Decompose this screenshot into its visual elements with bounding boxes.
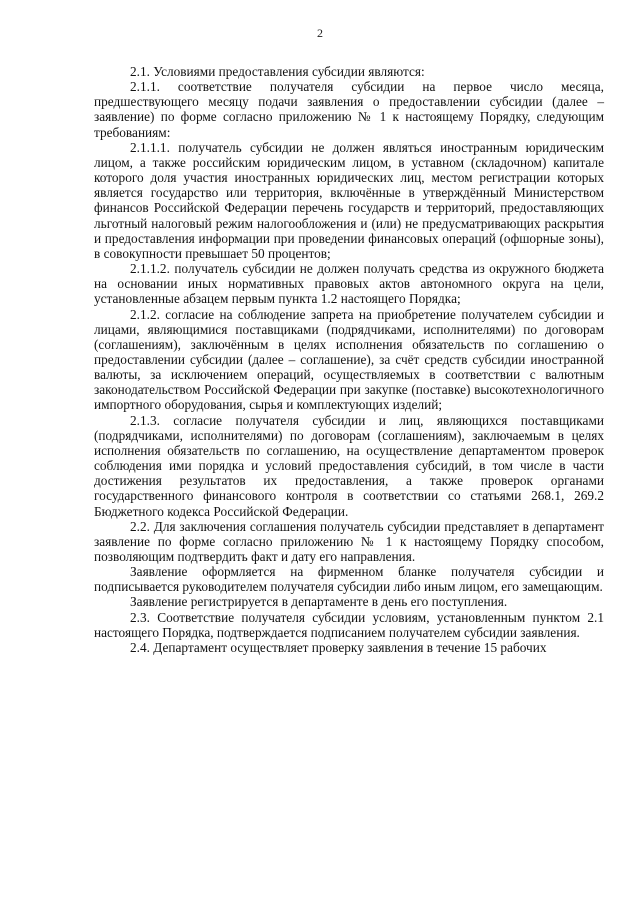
paragraph-2-3: 2.3. Соответствие получателя субсидии условиям, установленным пунктом 2.1 настоящего Порядка, подтверждается подписанием получателем субсидии заявления. (94, 609, 604, 640)
page-number: 2 (317, 26, 323, 40)
paragraph-2-1-1: 2.1.1. соответствие получателя субсидии на первое число месяца, предшествующего месяцу подачи заявления о предоставлении субсидии (далее – заявление) по форме согласно приложению № 1 к настоящему Порядку, следующим требованиям: (94, 79, 604, 140)
paragraph-2-1-3: 2.1.3. согласие получателя субсидии и лиц, являющихся поставщиками (подрядчиками, исполнителями) по договорам (соглашениям), заключаемым в целях исполнения обязательств по соглашению, на осуществление департаментом проверок соблюдения ими порядка и условий предоставления субсидий, в том числе в части достижения результатов их предоставления, а также проверок органами государственного финансового контроля в соответствии со статьями 268.1, 269.2 Бюджетного кодекса Российской Федерации. (94, 412, 604, 519)
document-body (94, 64, 604, 655)
paragraph-2-2: 2.2. Для заключения соглашения получатель субсидии представляет в департамент заявление по форме согласно приложению № 1 к настоящему Порядку способом, позволяющим подтвердить факт и дату его направления. (94, 518, 604, 564)
paragraph-application-registration: Заявление регистрируется в департаменте в день его поступления. (130, 594, 508, 610)
paragraph-2-1: 2.1. Условиями предоставления субсидии являются: (130, 64, 425, 79)
paragraph-2-1-1-1: 2.1.1.1. получатель субсидии не должен являться иностранным юридическим лицом, а также российским юридическим лицом, в уставном (складочном) капитале которого доля участия иностранных юридических лиц, местом регистрации которых является государство или территория, включённые в утверждённый Министерством финансов Российской Федерации перечень государств и территорий, предоставляющих льготный налоговый режим налогообложения и (или) не предусматривающих раскрытия и предоставления информации при проведении финансовых операций (офшорные зоны), в совокупности превышает 50 процентов; (94, 139, 604, 261)
paragraph-application-form: Заявление оформляется на фирменном бланке получателя субсидии и подписывается руководителем получателя субсидии либо иным лицом, его замещающим. (94, 564, 604, 595)
paragraph-2-1-1-2: 2.1.1.2. получатель субсидии не должен получать средства из окружного бюджета на основании иных нормативных правовых актов автономного округа на цели, установленные абзацем первым пункта 1.2 настоящего Порядка; (94, 261, 604, 307)
paragraph-2-1-2: 2.1.2. согласие на соблюдение запрета на приобретение получателем субсидии и лицами, являющимися поставщиками (подрядчиками, исполнителями) по договорам (соглашениям), заключённым в целях исполнения обязательств по соглашению о предоставлении субсидии (далее – соглашение), за счёт средств субсидии иностранной валюты, за исключением операций, осуществляемых в соответствии с валютным законодательством Российской Федерации при закупке (поставке) высокотехнологичного импортного оборудования, сырья и комплектующих изделий; (94, 306, 604, 413)
paragraph-2-4: 2.4. Департамент осуществляет проверку заявления в течение 15 рабочих (130, 639, 547, 655)
